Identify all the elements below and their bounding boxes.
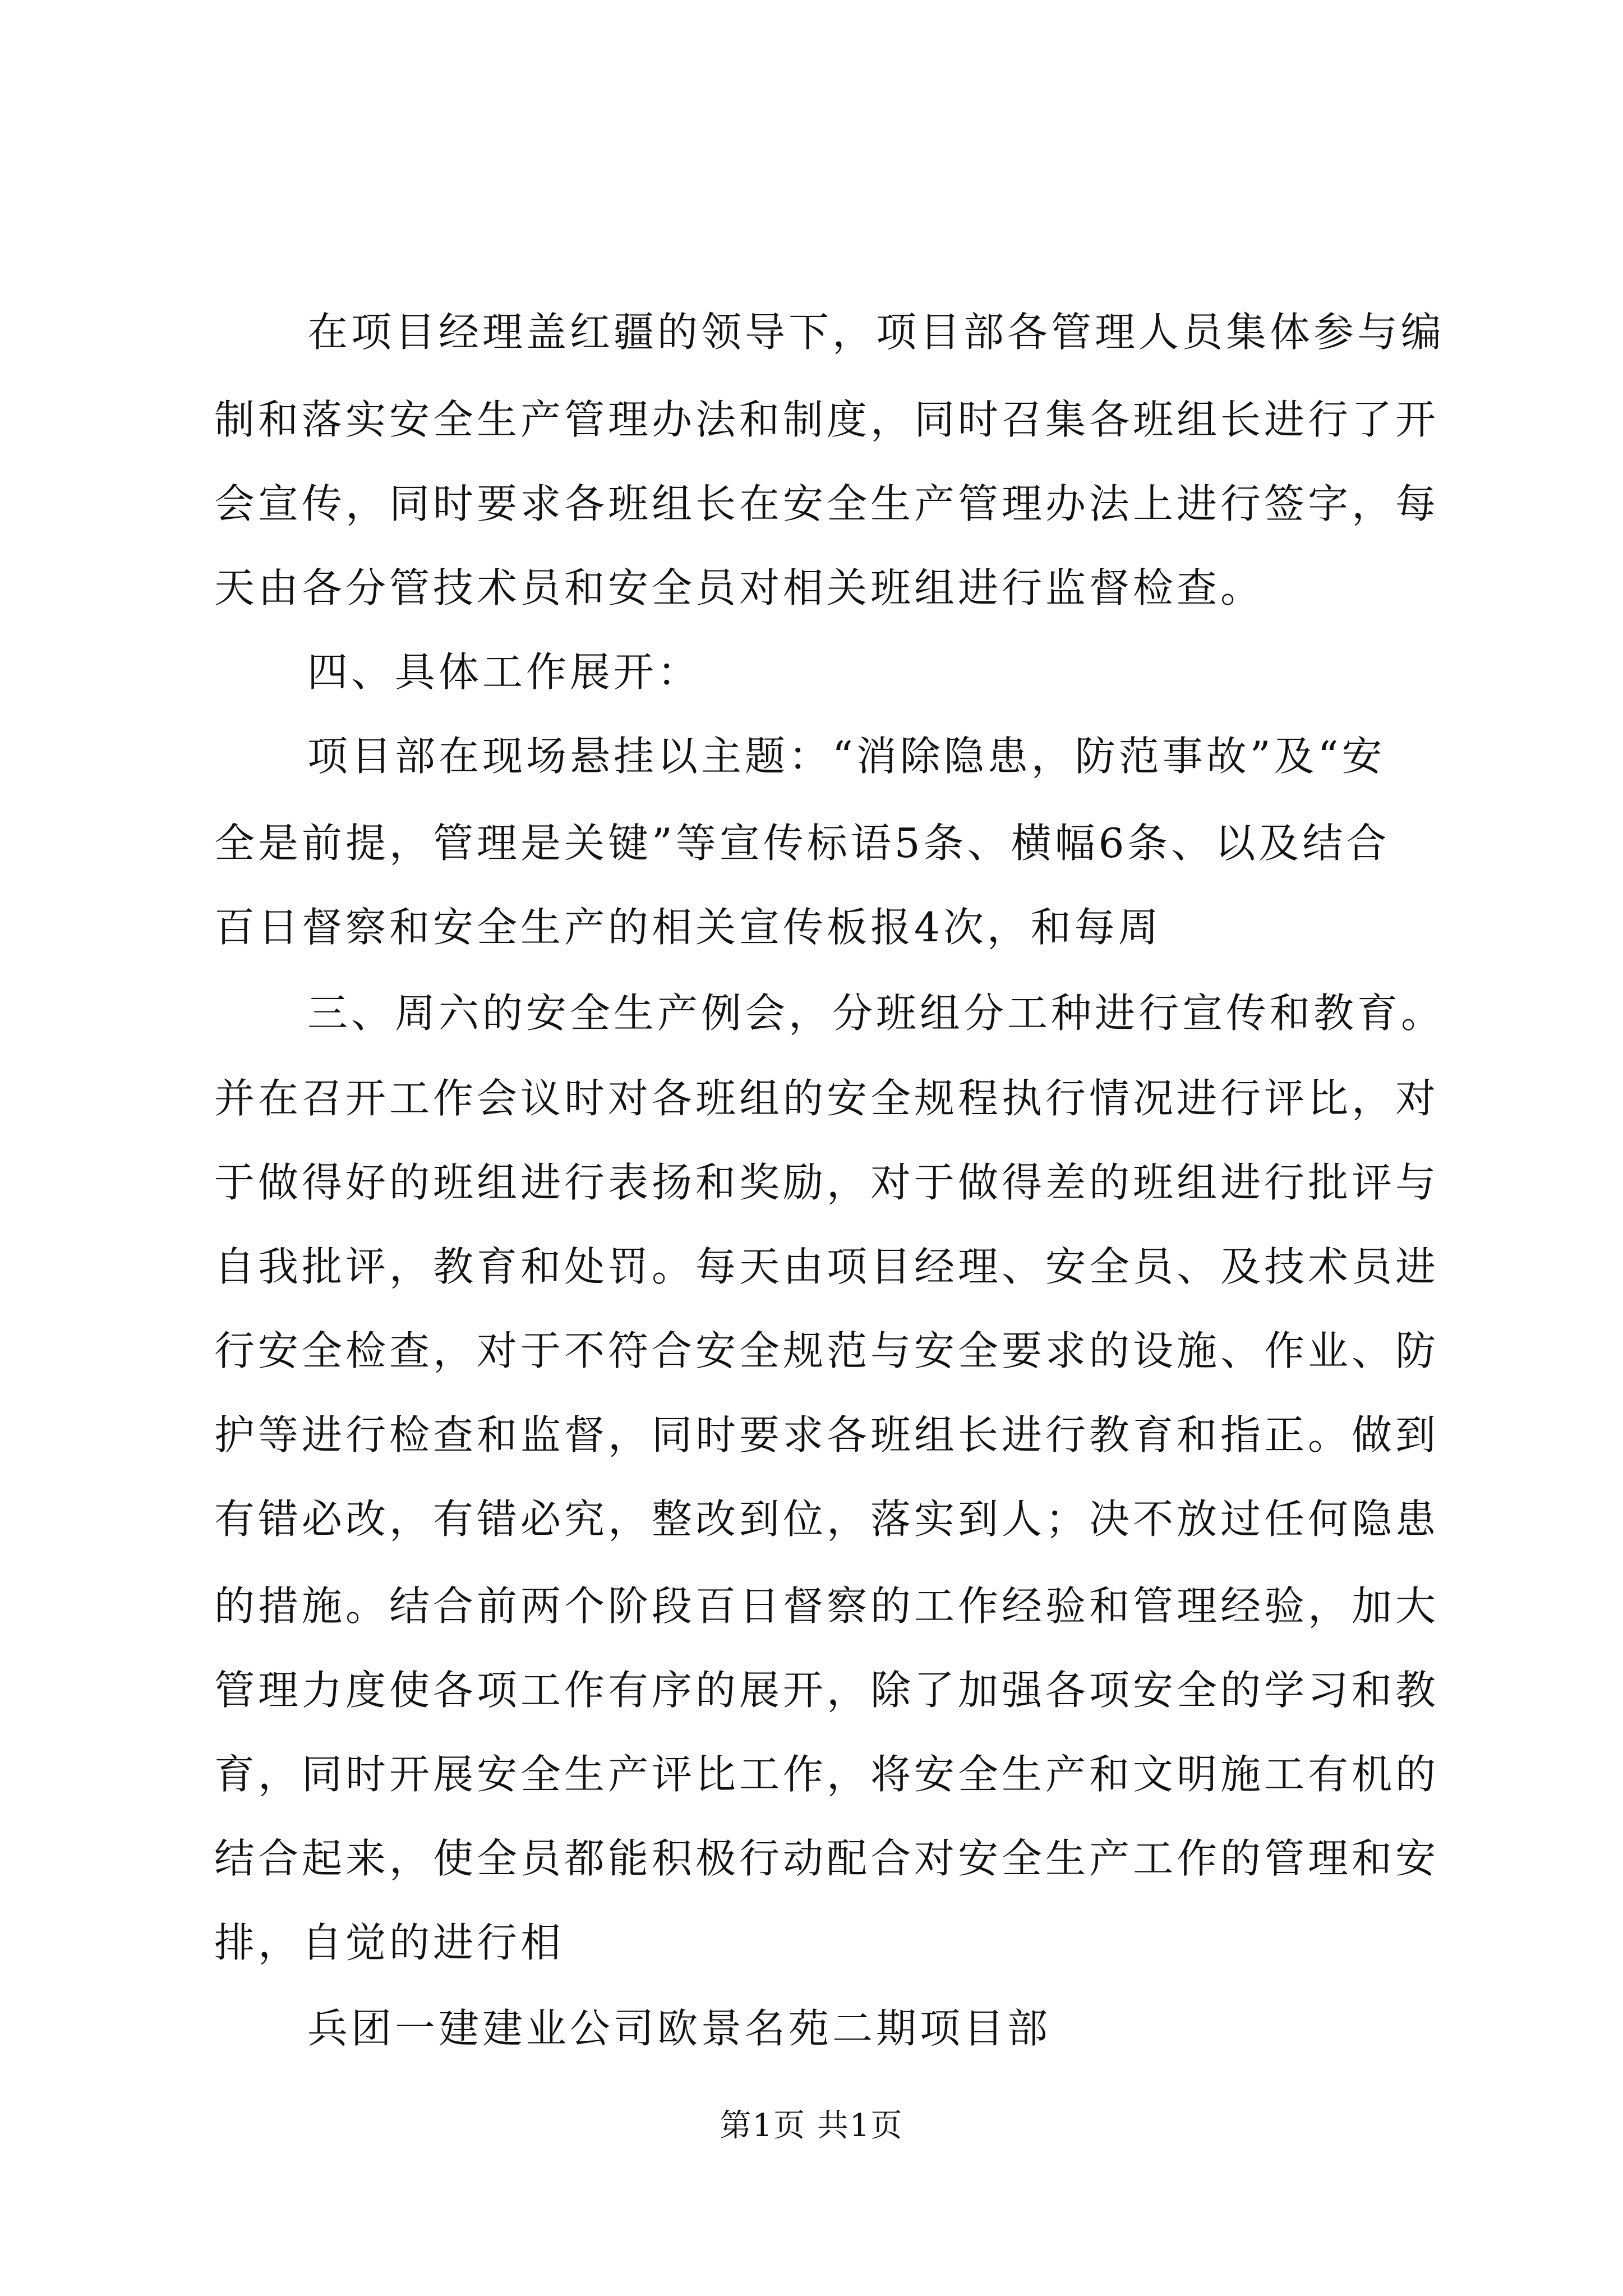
paragraph-line: 项目部在现场悬挂以主题：“消除隐患，防范事故”及“安	[307, 733, 1386, 780]
paragraph-line: 的措施。结合前两个阶段百日督察的工作经验和管理经验，加大	[214, 1582, 1440, 1630]
section-heading: 四、具体工作展开：	[307, 648, 702, 696]
paragraph-line: 管理力度使各项工作有序的展开，除了加强各项安全的学习和教	[214, 1667, 1440, 1714]
paragraph-line: 自我批评，教育和处罚。每天由项目经理、安全员、及技术员进	[214, 1243, 1440, 1290]
paragraph-line: 排，自觉的进行相	[214, 1919, 565, 1966]
paragraph-line: 育，同时开展安全生产评比工作，将安全生产和文明施工有机的	[214, 1751, 1440, 1798]
paragraph-line: 结合起来，使全员都能积极行动配合对安全生产工作的管理和安	[214, 1835, 1440, 1882]
paragraph-line: 有错必改，有错必究，整改到位，落实到人；决不放过任何隐患	[214, 1496, 1440, 1543]
paragraph-line: 全是前提，管理是关键”等宣传标语5条、横幅6条、以及结合	[214, 820, 1390, 867]
paragraph-line: 三、周六的安全生产例会，分班组分工种进行宣传和教育。	[307, 990, 1445, 1037]
page-number-footer: 第1页 共1页	[720, 2108, 903, 2144]
paragraph-line: 并在召开工作会议时对各班组的安全规程执行情况进行评比，对	[214, 1075, 1440, 1122]
paragraph-line: 天由各分管技术员和安全员对相关班组进行监督检查。	[214, 564, 1265, 611]
paragraph-line: 会宣传，同时要求各班组长在安全生产管理办法上进行签字，每	[214, 480, 1440, 527]
paragraph-line: 护等进行检查和监督，同时要求各班组长进行教育和指正。做到	[214, 1411, 1440, 1458]
signature-line: 兵团一建建业公司欧景名苑二期项目部	[307, 2005, 1052, 2052]
paragraph-line: 制和落实安全生产管理办法和制度，同时召集各班组长进行了开	[214, 396, 1440, 443]
paragraph-line: 行安全检查，对于不符合安全规范与安全要求的设施、作业、防	[214, 1327, 1440, 1374]
paragraph-line: 百日督察和安全生产的相关宣传板报4次，和每周	[214, 904, 1162, 951]
paragraph-line: 于做得好的班组进行表扬和奖励，对于做得差的班组进行批评与	[214, 1159, 1440, 1206]
paragraph-line: 在项目经理盖红疆的领导下，项目部各管理人员集体参与编	[307, 309, 1445, 356]
